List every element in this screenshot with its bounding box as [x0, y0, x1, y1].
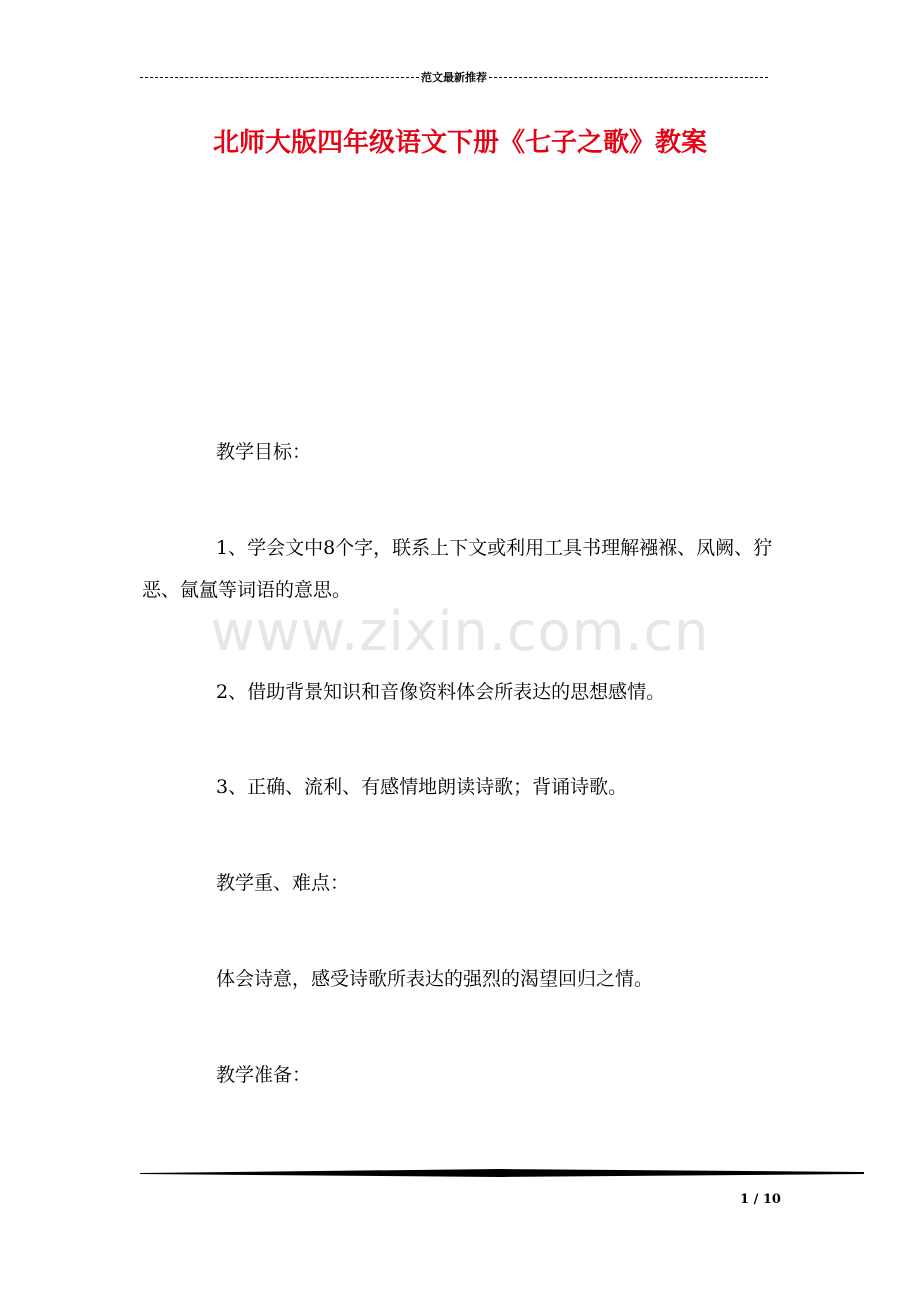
- paragraph-objective-1: 1、学会文中8个字，联系上下文或利用工具书理解襁褓、凤阙、狞恶、氤氲等词语的意思。: [142, 537, 773, 601]
- page-number: 1 / 10: [740, 1192, 781, 1207]
- document-title: 北师大版四年级语文下册《七子之歌》教案: [212, 128, 707, 158]
- paragraph-preparation-heading: 教学准备：: [216, 1064, 312, 1086]
- paragraph-objectives-heading: 教学目标：: [216, 441, 312, 463]
- header-dash-right: [489, 77, 768, 78]
- paragraph-objective-3: 3、正确、流利、有感情地朗读诗歌；背诵诗歌。: [216, 776, 628, 798]
- page-header: [140, 68, 768, 86]
- paragraph-objective-2: 2、借助背景知识和音像资料体会所表达的思想感情。: [216, 681, 666, 703]
- header-label: 范文最新推荐: [421, 71, 487, 84]
- paragraph-key-points: 体会诗意，感受诗歌所表达的强烈的渴望回归之情。: [216, 968, 654, 990]
- watermark: www.zixin.com.cn: [210, 600, 710, 663]
- paragraph-key-points-heading: 教学重、难点：: [216, 872, 350, 894]
- footer-rule: [140, 1166, 864, 1180]
- header-dash-left: [140, 77, 419, 78]
